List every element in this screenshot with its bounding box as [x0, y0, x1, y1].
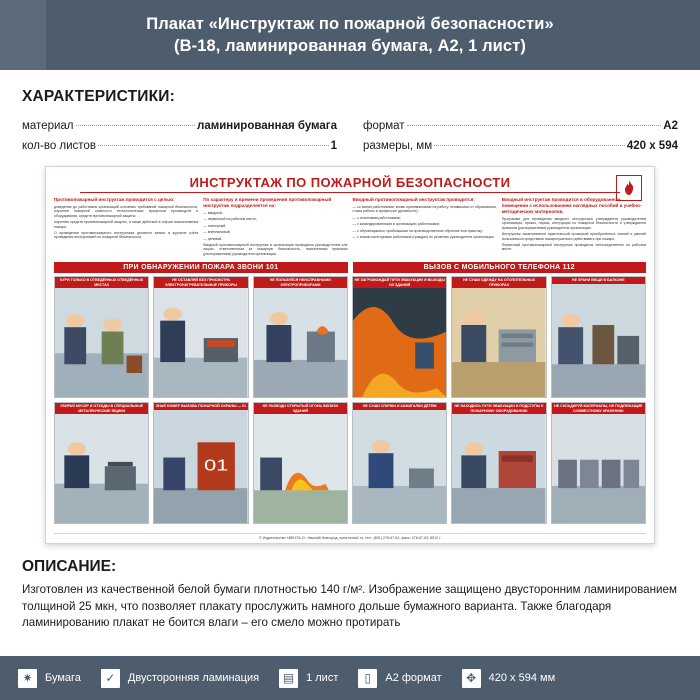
characteristics-heading: ХАРАКТЕРИСТИКИ: [22, 88, 176, 105]
characteristic-row-format [363, 120, 678, 132]
poster-cell [54, 402, 149, 524]
poster-cell-caption: НЕ ЗАГРОМОЖДАЙ ПУТИ ЭВАКУАЦИИ И ВЫХОДЫ ИЗ ЗДАНИЙ [354, 278, 445, 287]
band-mobile-call: ВЫЗОВ С МОБИЛЬНОГО ТЕЛЕФОНА 112 [353, 262, 647, 273]
shield-check-icon: ✓ [101, 669, 120, 688]
poster-cell [253, 402, 348, 524]
poster-cell [551, 276, 646, 398]
leader-dots [76, 125, 196, 126]
column-paragraph: — повторный; [203, 223, 227, 228]
poster-cell-caption: НЕ СУШИ СПИЧКИ И ЗАЖИГАЛКИ ДЕТЯМ [353, 403, 446, 410]
poster-cell-caption: НЕ ХРАНИ ВЕЩИ В БАЛКОНЕ [552, 277, 645, 284]
header-accent-bar [0, 0, 46, 70]
poster-cell-caption: НЕ НАХОДИСЬ ПУТИ ЭВАКУАЦИИ И ПОДСТУПЫ К ПОЖАРНОМУ ОБОРУДОВАНИЮ [452, 403, 545, 414]
column-paragraph: — первичный на рабочем месте; [203, 217, 257, 222]
illustration [254, 277, 347, 397]
characteristic-row-sheets [22, 140, 337, 152]
band-fire-call: ПРИ ОБНАРУЖЕНИИ ПОЖАРА ЗВОНИ 101 [54, 262, 348, 273]
poster-cell [551, 402, 646, 524]
poster-cell [54, 276, 149, 398]
poster-imprint: © Издательство «ВЕНТА-2», Нижний Новгород, www.venta2.ru, тел.: (831) 278-67-62, факс: 278-67-63, 8512 г. [54, 533, 646, 540]
description-section [0, 544, 700, 632]
column-paragraph: — целевой. [203, 236, 223, 241]
column-heading: Вводный противопожарный инструктаж проводится: [352, 197, 475, 202]
characteristic-key: кол-во листов [22, 140, 96, 152]
resize-icon: ✥ [462, 669, 481, 688]
flame-icon [616, 175, 642, 201]
poster-cell [153, 276, 248, 398]
poster-cell [451, 276, 546, 398]
characteristic-value: А2 [663, 120, 678, 132]
poster-title: ИНСТРУКТАЖ ПО ПОЖАРНОЙ БЕЗОПАСНОСТИ [80, 175, 620, 193]
layers-icon: ▤ [279, 669, 298, 688]
characteristic-value: 420 x 594 [626, 140, 678, 152]
illustration [154, 403, 247, 523]
column-heading: Противопожарный инструктаж проводится с целью: [54, 197, 175, 202]
characteristics-grid [22, 120, 678, 152]
column-paragraph: Программа для проведения вводного инструктажа утверждается руководителем организации, приказ, нормы, инструкции по пожарной безопасности и утверждается приказом (распоряжением) руководителя организации. [501, 217, 646, 230]
svg-text:01: 01 [204, 457, 229, 475]
poster-image[interactable] [45, 166, 655, 544]
column-paragraph: — внеплановый; [203, 230, 231, 235]
characteristic-row-size [363, 140, 678, 152]
characteristic-value: ламинированная бумага [197, 120, 337, 132]
spec-item-sheets [269, 669, 348, 688]
illustration [353, 277, 446, 397]
poster-column-3 [353, 197, 497, 258]
column-paragraph: — с обучающимися, прибывшими на производственное обучение или практику; [352, 228, 483, 233]
illustration [552, 277, 645, 397]
poster-cell-caption: НЕ СУШИ ОДЕЖДУ НА ОТОПИТЕЛЬНЫХ ПРИБОРАХ [452, 277, 545, 288]
poster-cell-caption: УБИРАЙ МУСОР И ОТХОДЫ В СПЕЦИАЛЬНЫЕ МЕТАЛЛИЧЕСКИЕ ЯЩИКИ [55, 403, 148, 414]
illustration [55, 403, 148, 523]
spec-footer-bar [0, 656, 700, 700]
column-paragraph: — с командированными в организацию работниками; [352, 222, 440, 227]
characteristics-section [0, 70, 700, 152]
poster-cell [253, 276, 348, 398]
poster-cell-caption: НЕ СКЛАДИРУЙ МАТЕРИАЛЫ, НЕ ПОДЛЕЖАЩИЕ СОВМЕСТНОМУ ХРАНЕНИЮ [552, 403, 645, 414]
spec-item-format [348, 669, 451, 688]
column-heading: По характеру и времени проведения противопожарный инструктаж подразделяется на: [203, 197, 332, 208]
illustration [55, 277, 148, 397]
column-paragraph: — вводный; [203, 211, 223, 215]
poster-cell-caption: КУРИ ТОЛЬКО В ОТВЕДЁННЫХ ОТВЕДЁННЫХ МЕСТАХ [55, 277, 148, 288]
column-paragraph: — с сезонными работниками; [352, 215, 401, 220]
poster-cell-caption: НЕ РАЗВОДИ ОТКРЫТЫЙ ОГОНЬ ВБЛИЗИ ЗДАНИЙ [254, 403, 347, 414]
column-paragraph: — со всеми работниками, вновь принимаемыми на работу, независимо от образования, стажа работы в профессии (должности); [352, 205, 497, 214]
poster-cell [451, 402, 546, 524]
column-paragraph: О проведении противопожарного инструктажа делается запись в журнале учёта проведения инструктажей по пожарной безопасности. [54, 231, 199, 240]
poster-text-columns [54, 197, 646, 258]
illustration [452, 403, 545, 523]
characteristic-row-material [22, 120, 337, 132]
description-text: Изготовлен из качественной белой бумаги плотностью 140 г/м². Изображение защищено двусторонним ламинированием толщиной 25 мкн, что позволяет плакату прослужить намного дольше бумажного варианта. Также благодаря ламинированию плакат не боится влаги – его смело можно протирать [22, 583, 677, 629]
spec-item-material [0, 669, 91, 688]
poster-emergency-bands [54, 262, 646, 273]
poster-cell [352, 276, 447, 398]
characteristic-key: материал [22, 120, 74, 132]
page-title-line2: (В-18, ламинированная бумага, А2, 1 лист) [174, 37, 526, 55]
poster-cell-caption: НЕ ОСТАВЛЯЙ БЕЗ ПРИСМОТРА ЭЛЕКТРОНАГРЕВАТЕЛЬНЫЕ ПРИБОРЫ [154, 277, 247, 288]
column-paragraph: Инструктаж заканчивается практической проверкой приобретённых знаний и умений пользоваться средствами пожаротушения и действовать при пожаре. [501, 232, 646, 241]
illustration [254, 403, 347, 523]
spec-item-size [452, 669, 566, 688]
column-paragraph: изучения средств противопожарной защиты, а также действий в случае возникновения пожара. [54, 220, 199, 229]
poster-cell [153, 402, 248, 524]
page-title-line1: Плакат «Инструктаж по пожарной безопасности» [146, 15, 554, 33]
document-icon: ▯ [358, 669, 377, 688]
illustration [353, 403, 446, 523]
leader-dots [407, 125, 662, 126]
characteristic-key: размеры, мм [363, 140, 433, 152]
characteristic-key: формат [363, 120, 405, 132]
spec-item-label: Двусторонняя ламинация [127, 672, 260, 684]
leader-dots [434, 145, 625, 146]
spec-item-label: Бумага [45, 672, 81, 684]
column-paragraph: Первичный противопожарный инструктаж проводится непосредственно на рабочем месте. [501, 243, 646, 252]
column-heading: Вводный инструктаж проводится в оборудованном помещении с использованием наглядных пособий и учебно-методических материалов. [501, 197, 642, 214]
poster-cell-caption: ЗНАЙ НОМЕР ВЫЗОВА ПОЖАРНОЙ ОХРАНЫ — 01 [155, 404, 247, 409]
column-paragraph: — с иными категориями работников (граждан) по решению руководителя организации. [352, 235, 495, 240]
poster-cell-caption: НЕ ПОЛЬЗУЙСЯ НЕИСПРАВНЫМИ ЭЛЕКТРОПРИБОРАМИ [254, 277, 347, 288]
illustration [154, 277, 247, 397]
column-paragraph: доведения до работников организаций основных требований пожарной безопасности, изучения пожарной опасности технологических процессов производств и оборудования, средств противопожарной защиты; [54, 205, 199, 218]
spec-item-label: 420 х 594 мм [488, 672, 556, 684]
poster-cell [352, 402, 447, 524]
characteristic-value: 1 [330, 140, 337, 152]
poster-preview[interactable] [45, 166, 655, 544]
description-heading: ОПИСАНИЕ: [22, 558, 117, 575]
poster-column-1 [54, 197, 198, 258]
spec-item-lamination [91, 669, 269, 688]
poster-illustration-grid [54, 276, 646, 524]
illustration [552, 403, 645, 523]
page-header [0, 0, 700, 70]
illustration [452, 277, 545, 397]
spec-item-label: 1 лист [306, 672, 339, 684]
column-paragraph: Вводный противопожарный инструктаж в организации проводится руководителем или лицом, ответственным за пожарную безопасность, назначенным приказом (распоряжением) руководителя организации. [203, 243, 348, 256]
leader-dots [98, 145, 329, 146]
poster-column-4 [502, 197, 646, 258]
gear-icon: ✷ [18, 669, 37, 688]
spec-item-label: А2 формат [385, 672, 442, 684]
poster-column-2 [203, 197, 347, 258]
